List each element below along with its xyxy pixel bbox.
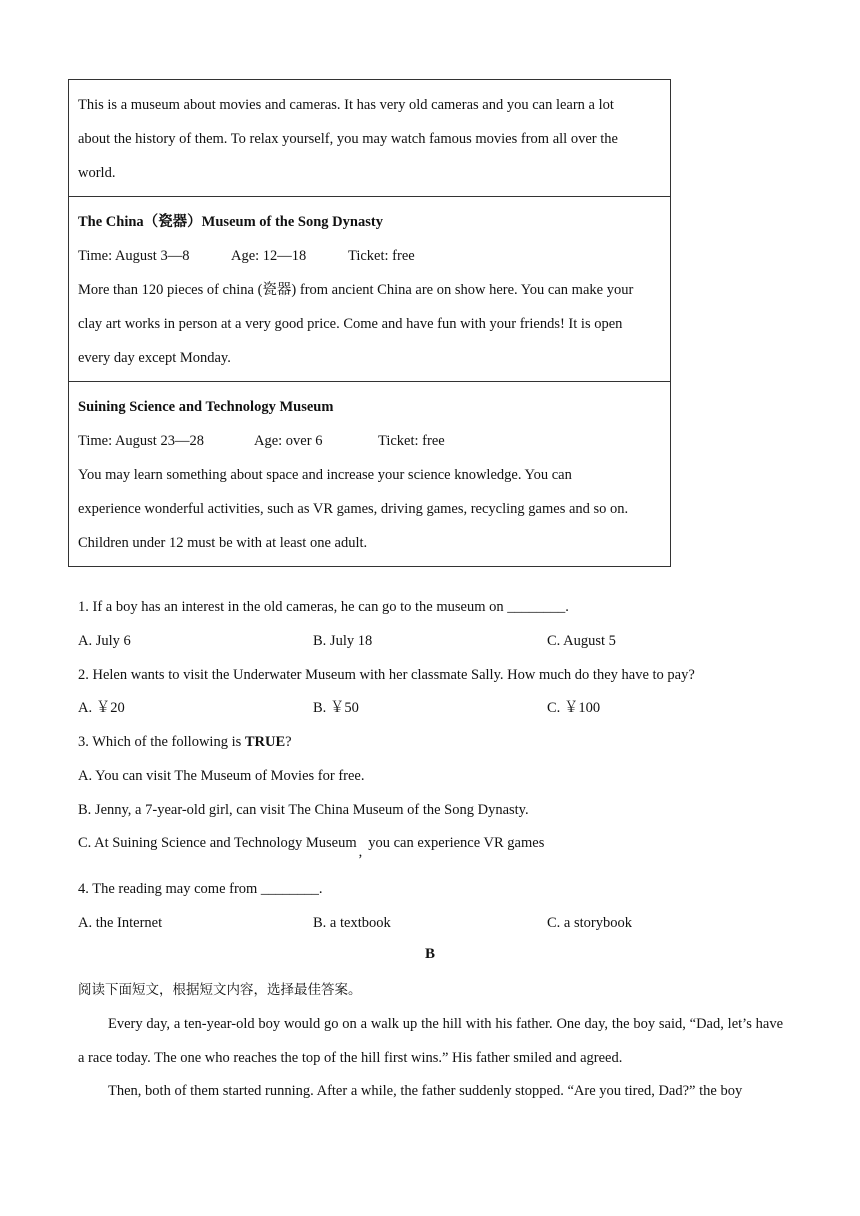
option-c-text: C. At Suining Science and Technology Museum [78, 835, 357, 851]
museum-china-desc-line: More than 120 pieces of china (瓷器) from ancient China are on show here. You can make your [78, 282, 634, 298]
option-a: A. the Internet [78, 915, 163, 931]
question-3-text-end: ? [285, 734, 292, 750]
museum-suining-row [69, 382, 671, 567]
museum-china-ticket: Ticket: free [348, 248, 415, 264]
museum-suining-cell [69, 382, 671, 567]
section-b-heading: B [424, 946, 435, 962]
museum-movies-row [69, 80, 671, 197]
museum-suining-desc-line: experience wonderful activities, such as VR games, driving games, recycling games and so on. [78, 501, 629, 517]
question-3-option-a: A. You can visit The Museum of Movies for free. [78, 768, 365, 784]
museum-movies-desc-line: about the history of them. To relax yourself, you may watch famous movies from all over the [78, 131, 618, 147]
museum-suining-desc-line: You may learn something about space and increase your science knowledge. You can [78, 467, 572, 483]
museum-china-time: Time: August 3—8 [78, 248, 190, 264]
question-3-option-b: B. Jenny, a 7-year-old girl, can visit The China Museum of the Song Dynasty. [78, 802, 529, 818]
option-c-text-end: you can experience VR games [368, 835, 545, 851]
museum-suining-title: Suining Science and Technology Museum [78, 399, 334, 415]
museum-china-row [69, 197, 671, 382]
museum-suining-ticket: Ticket: free [378, 433, 445, 449]
museum-suining-desc-line: Children under 12 must be with at least one adult. [78, 535, 368, 551]
question-4-options [78, 913, 778, 933]
option-a: A. ￥20 [78, 700, 125, 716]
museum-china-desc-line: every day except Monday. [78, 350, 231, 366]
passage-paragraph: Every day, a ten-year-old boy would go on a walk up the hill with his father. One day, the boy said, “Dad, let’s have a race today. The one who reaches the top of the hill first wins.” His father smiled and agreed. [78, 1016, 783, 1066]
question-1-options [78, 631, 778, 651]
section-b-instruction: 阅读下面短文，根据短文内容，选择最佳答案。 [78, 982, 362, 998]
option-c: C. August 5 [547, 633, 616, 649]
question-3-text: 3. Which of the following is [78, 734, 245, 750]
museum-china-title: The China（瓷器）Museum of the Song Dynasty [78, 214, 383, 230]
museum-movies-desc-line: This is a museum about movies and cameras. It has very old cameras and you can learn a lot [78, 97, 614, 113]
museum-suining-time: Time: August 23—28 [78, 433, 204, 449]
option-a: A. July 6 [78, 633, 131, 649]
museum-suining-age: Age: over 6 [254, 433, 323, 449]
museum-china-age: Age: 12—18 [231, 248, 307, 264]
option-b: B. ￥50 [313, 700, 359, 716]
option-c: C. a storybook [547, 915, 632, 931]
option-c: C. ￥100 [547, 700, 601, 716]
option-b: B. a textbook [313, 915, 391, 931]
museum-china-meta [78, 239, 661, 273]
question-4: 4. The reading may come from ________. [78, 881, 323, 897]
option-c-comma: , [358, 844, 363, 860]
passage-paragraph: Then, both of them started running. After a while, the father suddenly stopped. “Are you tired, Dad?” the boy [108, 1083, 743, 1099]
museum-movies-cell [69, 80, 671, 197]
question-2-options [78, 698, 778, 718]
museum-info-table [68, 79, 671, 567]
question-3-option-c [78, 833, 545, 860]
museum-suining-meta [78, 424, 661, 458]
option-b: B. July 18 [313, 633, 373, 649]
museum-movies-desc-line: world. [78, 165, 116, 181]
question-1: 1. If a boy has an interest in the old cameras, he can go to the museum on ________. [78, 599, 569, 615]
museum-china-cell [69, 197, 671, 382]
museum-china-desc-line: clay art works in person at a very good price. Come and have fun with your friends! It is open [78, 316, 623, 332]
question-3-emphasis: TRUE [244, 734, 286, 750]
question-3 [78, 732, 292, 752]
question-2: 2. Helen wants to visit the Underwater Museum with her classmate Sally. How much do they have to pay? [78, 667, 695, 683]
